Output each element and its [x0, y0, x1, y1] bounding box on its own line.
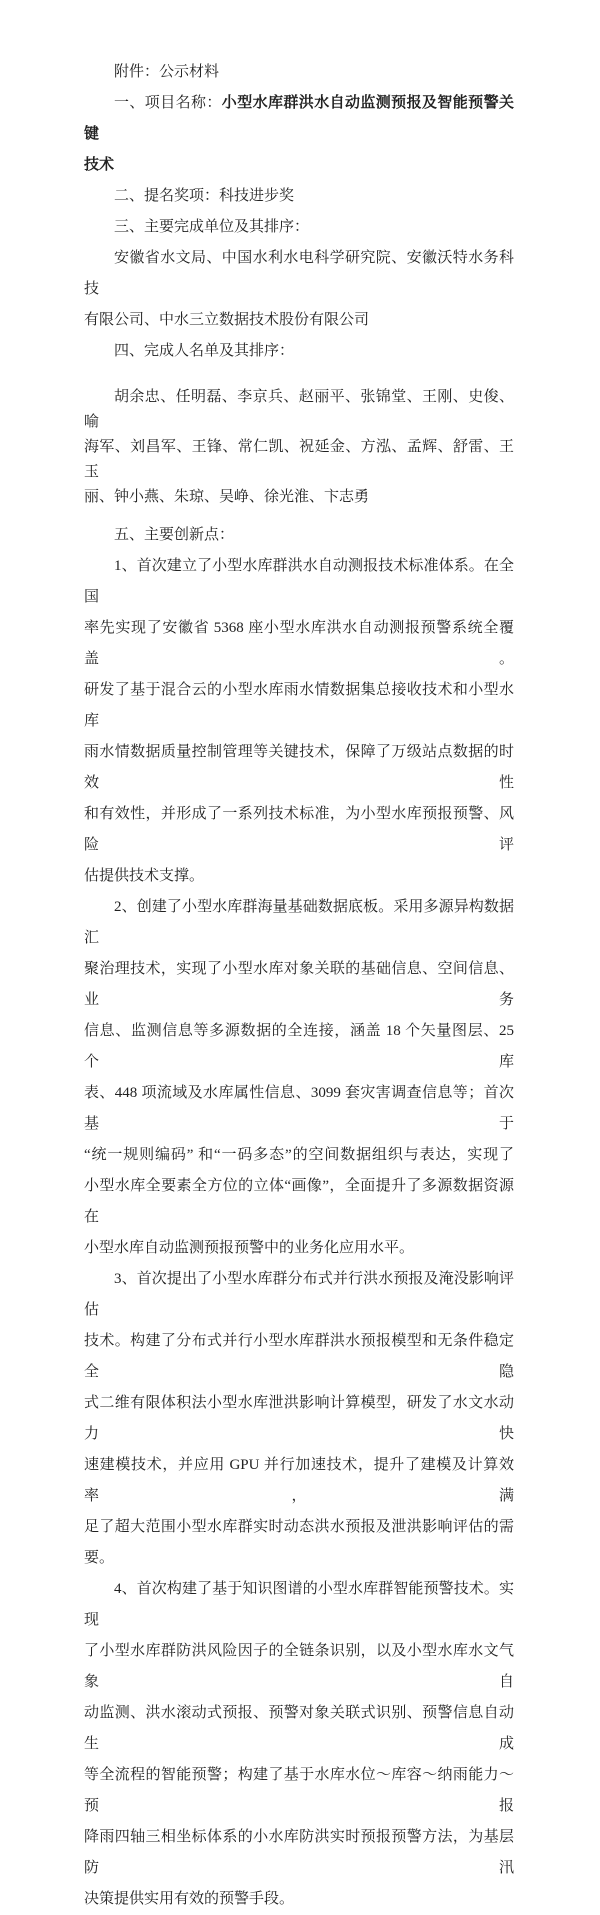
innovation-4-line: 动监测、洪水滚动式预报、预警对象关联式识别、预警信息自动生成	[84, 1705, 514, 1752]
innovation-4-line: 降雨四轴三相坐标体系的小水库防洪实时预报预警方法，为基层防汛	[84, 1829, 514, 1876]
innovations-heading: 五、主要创新点：	[114, 527, 235, 543]
innovation-2-line: 信息、监测信息等多源数据的全连接，涵盖 18 个矢量图层、25 个库	[84, 1023, 514, 1070]
innovation-4-line: 决策提供实用有效的预警手段。	[84, 1891, 295, 1907]
innovation-2-line: 表、448 项流域及水库属性信息、3099 套灾害调查信息等；首次基于	[84, 1085, 514, 1132]
innovation-1-line: 雨水情数据质量控制管理等关键技术，保障了万级站点数据的时效性	[84, 744, 514, 791]
innovation-1-line: 估提供技术支撑。	[84, 868, 205, 884]
innovation-4-line: 等全流程的智能预警；构建了基于水库水位～库容～纳雨能力～预报	[84, 1767, 514, 1814]
project-name-line-2: 技术	[84, 157, 115, 173]
units-line-2: 有限公司、中水三立数据技术股份有限公司	[84, 312, 370, 328]
innovation-2-line: 小型水库全要素全方位的立体“画像”，全面提升了多源数据资源在	[84, 1178, 514, 1225]
innovation-2-line: “统一规则编码” 和“一码多态”的空间数据组织与表达，实现了	[84, 1147, 514, 1163]
innovation-3-line: 速建模技术，并应用 GPU 并行加速技术，提升了建模及计算效率，满	[84, 1457, 514, 1504]
innovation-1-line: 1、首次建立了小型水库群洪水自动测报技术标准体系。在全国	[84, 558, 514, 605]
innovation-1-line: 研发了基于混合云的小型水库雨水情数据集总接收技术和小型水库	[84, 682, 514, 729]
innovation-2-line: 2、创建了小型水库群海量基础数据底板。采用多源异构数据汇	[84, 899, 514, 946]
document-body	[84, 57, 514, 1915]
project-name-line-1	[84, 88, 514, 150]
heading-label-text: 一、项目名称：	[114, 95, 222, 111]
innovation-3-line: 3、首次提出了小型水库群分布式并行洪水预报及淹没影响评估	[84, 1271, 514, 1318]
innovation-2-line: 小型水库自动监测预报预警中的业务化应用水平。	[84, 1240, 415, 1256]
innovation-3-line: 式二维有限体积法小型水库泄洪影响计算模型，研发了水文水动力快	[84, 1395, 514, 1442]
units-line-1: 安徽省水文局、中国水利水电科学研究院、安徽沃特水务科技	[84, 250, 514, 297]
people-line-2: 海军、刘昌军、王锋、常仁凯、祝延金、方泓、孟辉、舒雷、王玉	[84, 439, 514, 480]
attachment-heading: 附件：公示材料	[114, 64, 220, 80]
innovation-1-line: 和有效性，并形成了一系列技术标准，为小型水库预报预警、风险评	[84, 806, 514, 853]
innovation-3-line: 足了超大范围小型水库群实时动态洪水预报及泄洪影响评估的需要。	[84, 1519, 514, 1566]
people-line-1: 胡余忠、任明磊、李京兵、赵丽平、张锦堂、王刚、史俊、喻	[84, 389, 514, 430]
innovation-4-line: 了小型水库群防洪风险因子的全链条识别，以及小型水库水文气象自	[84, 1643, 514, 1690]
people-heading: 四、完成人名单及其排序：	[114, 343, 295, 359]
units-heading: 三、主要完成单位及其排序：	[114, 219, 310, 235]
innovation-1-line: 率先实现了安徽省 5368 座小型水库洪水自动测报预警系统全覆盖。	[84, 620, 514, 667]
people-line-3: 丽、钟小燕、朱琼、吴峥、徐光淮、卞志勇	[84, 489, 370, 505]
innovation-3-line: 技术。构建了分布式并行小型水库群洪水预报模型和无条件稳定全隐	[84, 1333, 514, 1380]
project-name-bold-text: 小型水库群洪水自动监测预报及智能预警关键	[84, 95, 514, 142]
innovation-2-line: 聚治理技术，实现了小型水库对象关联的基础信息、空间信息、业务	[84, 961, 514, 1008]
award-heading: 二、提名奖项：科技进步奖	[114, 188, 295, 204]
innovation-4-line: 4、首次构建了基于知识图谱的小型水库群智能预警技术。实现	[84, 1581, 514, 1628]
